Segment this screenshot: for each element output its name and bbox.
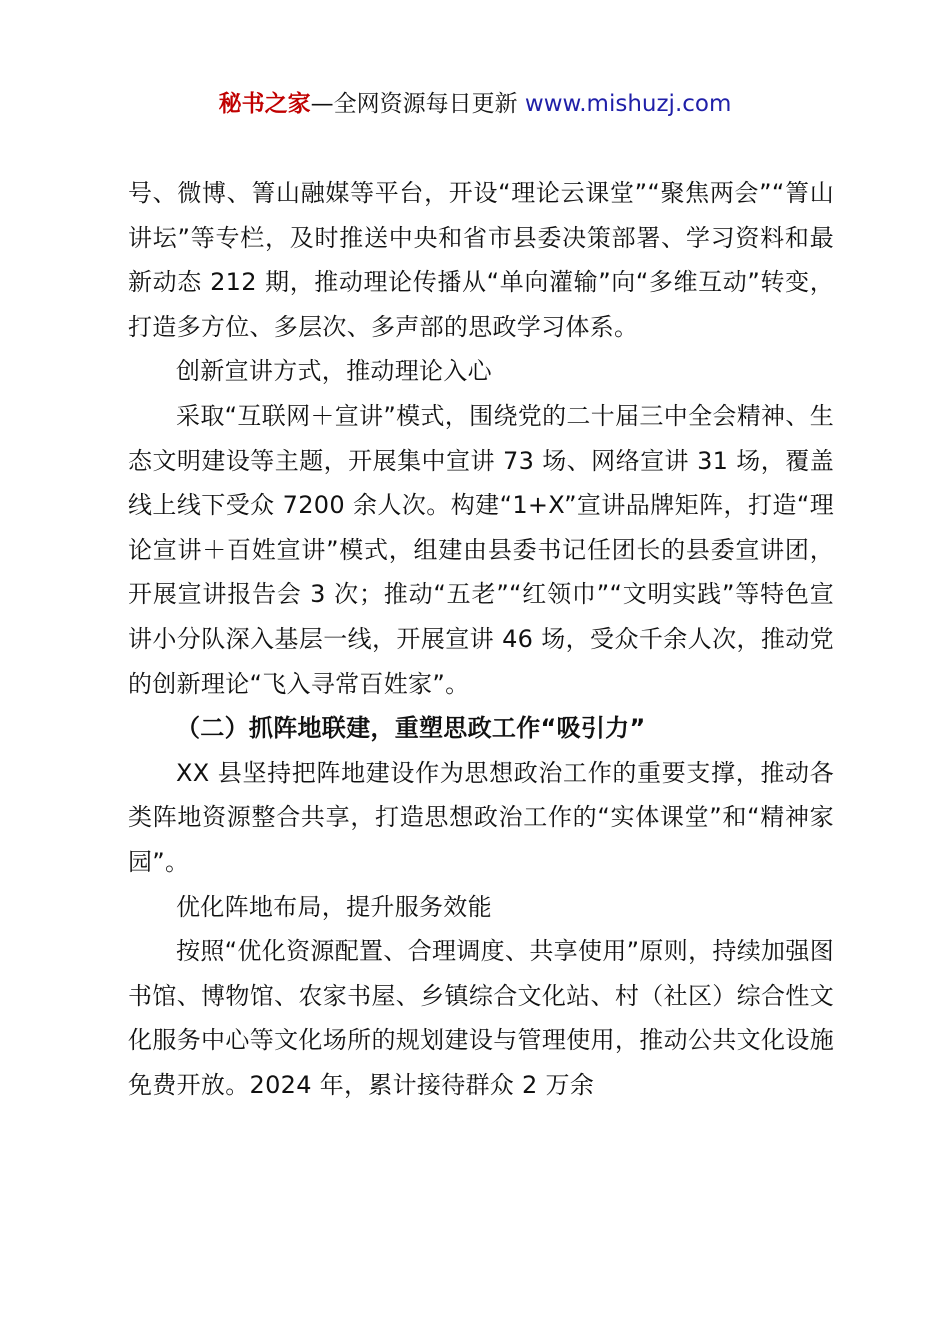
site-url[interactable]: www.mishuzj.com [524,91,732,117]
document-body [128,171,834,1107]
section-heading-2: （二）抓阵地联建，重塑思政工作“吸引力” [176,714,646,743]
paragraph-continued: 号、微博、箐山融媒等平台，开设“理论云课堂”“聚焦两会”“箐山讲坛”等专栏，及时推送中央和省市县委决策部署、学习资料和最新动态 212 期，推动理论传播从“单向灌输”向“多维互动”转变，打造多方位、多层次、多声部的思政学习体系。 [128,179,834,341]
subheading-optimize-layout: 优化阵地布局，提升服务效能 [176,892,492,921]
subheading-innovate-lecture: 创新宣讲方式，推动理论入心 [176,357,492,386]
paragraph-lecture-details: 采取“互联网＋宣讲”模式，围绕党的二十届三中全会精神、生态文明建设等主题，开展集中宣讲 73 场、网络宣讲 31 场，覆盖线上线下受众 7200 余人次。构建“1+X”宣讲品牌矩阵，打造“理论宣讲＋百姓宣讲”模式，组建由县委书记任团长的县委宣讲团，开展宣讲报告会 3 次；推动“五老”“红领巾”“文明实践”等特色宣讲小分队深入基层一线，开展宣讲 46 场，受众千余人次，推动党的创新理论“飞入寻常百姓家”。 [128,401,834,698]
paragraph-position-building: XX 县坚持把阵地建设作为思想政治工作的重要支撑，推动各类阵地资源整合共享，打造思想政治工作的“实体课堂”和“精神家园”。 [128,758,834,876]
site-tagline: —全网资源每日更新 [310,91,525,117]
site-brand: 秘书之家 [218,91,311,117]
paragraph-resource-allocation: 按照“优化资源配置、合理调度、共享使用”原则，持续加强图书馆、博物馆、农家书屋、乡镇综合文化站、村（社区）综合性文化服务中心等文化场所的规划建设与管理使用，推动公共文化设施免费开放。2024 年，累计接待群众 2 万余 [128,937,834,1099]
site-header [0,86,950,122]
